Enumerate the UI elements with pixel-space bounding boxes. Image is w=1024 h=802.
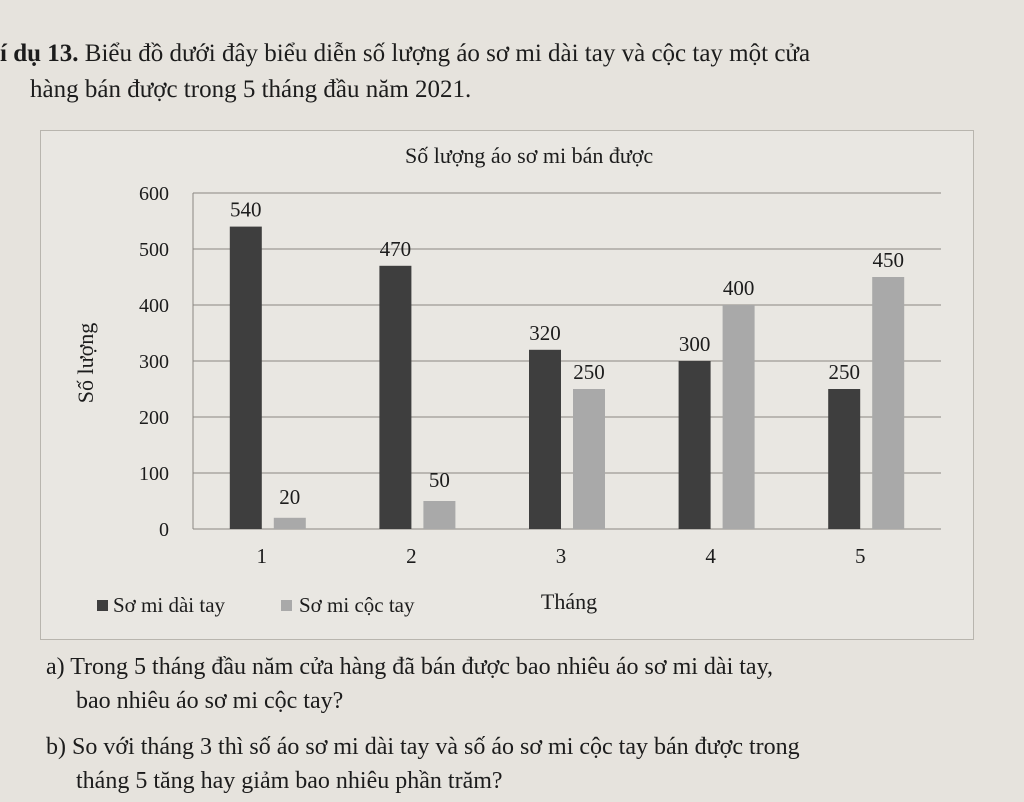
bar-dai-tay xyxy=(679,361,711,529)
x-tick-label: 1 xyxy=(256,544,268,568)
question-a-line-1: a) Trong 5 tháng đầu năm cửa hàng đã bán được bao nhiêu áo sơ mi dài tay, xyxy=(46,654,774,680)
question-b-line-2: tháng 5 tăng hay giảm bao nhiêu phần trăm? xyxy=(76,768,503,794)
data-label: 300 xyxy=(678,332,711,356)
y-axis-title: Số lượng xyxy=(73,322,98,404)
y-tick-label: 200 xyxy=(139,407,169,429)
y-tick-label: 500 xyxy=(139,239,169,261)
bar-dai-tay xyxy=(828,389,860,529)
exercise-intro xyxy=(0,36,1010,108)
legend-label-coc-tay: Sơ mi cộc tay xyxy=(299,593,415,617)
question-a-line-2: bao nhiêu áo sơ mi cộc tay? xyxy=(76,688,344,714)
y-tick-label: 400 xyxy=(139,295,169,317)
data-label: 250 xyxy=(573,360,605,384)
question-b xyxy=(46,730,1016,798)
legend-swatch-dai-tay xyxy=(97,600,108,611)
data-label: 20 xyxy=(279,484,301,509)
bar-dai-tay xyxy=(379,266,411,529)
data-label: 450 xyxy=(872,248,904,272)
data-label: 320 xyxy=(529,320,561,345)
x-tick-label: 4 xyxy=(705,544,716,568)
bar-coc-tay xyxy=(723,305,755,529)
y-tick-label: 600 xyxy=(139,183,169,205)
y-tick-label: 100 xyxy=(139,463,169,485)
bar-dai-tay xyxy=(529,350,561,529)
chart-container xyxy=(40,130,974,640)
bar-coc-tay xyxy=(872,277,904,529)
intro-line-1 xyxy=(0,36,1010,72)
legend-label-dai-tay: Sơ mi dài tay xyxy=(113,593,226,617)
intro-text-1: Biểu đồ dưới đây biểu diễn số lượng áo sơ mi dài tay và cộc tay một cửa xyxy=(78,40,811,67)
data-label: 50 xyxy=(428,468,450,492)
x-axis-title: Tháng xyxy=(540,589,598,614)
bar-coc-tay xyxy=(423,501,455,529)
question-b-line-1: b) So với tháng 3 thì số áo sơ mi dài tay và số áo sơ mi cộc tay bán được trong xyxy=(46,734,800,760)
x-tick-label: 5 xyxy=(854,544,866,568)
bar-dai-tay xyxy=(230,227,262,529)
chart-title: Số lượng áo sơ mi bán được xyxy=(405,143,654,168)
x-tick-label: 3 xyxy=(555,544,567,568)
y-tick-label: 0 xyxy=(159,519,169,541)
data-label: 470 xyxy=(379,236,412,261)
legend-swatch-coc-tay xyxy=(281,600,292,611)
data-label: 400 xyxy=(722,276,755,300)
data-label: 540 xyxy=(230,197,262,222)
data-label: 250 xyxy=(828,360,860,384)
exercise-label: í dụ 13. xyxy=(0,40,79,67)
bar-coc-tay xyxy=(573,389,605,529)
y-tick-label: 300 xyxy=(139,351,169,373)
question-a xyxy=(46,650,1016,718)
x-tick-label: 2 xyxy=(406,544,417,568)
bar-coc-tay xyxy=(274,518,306,529)
intro-line-2: hàng bán được trong 5 tháng đầu năm 2021. xyxy=(30,76,472,103)
bar-chart xyxy=(41,131,973,639)
